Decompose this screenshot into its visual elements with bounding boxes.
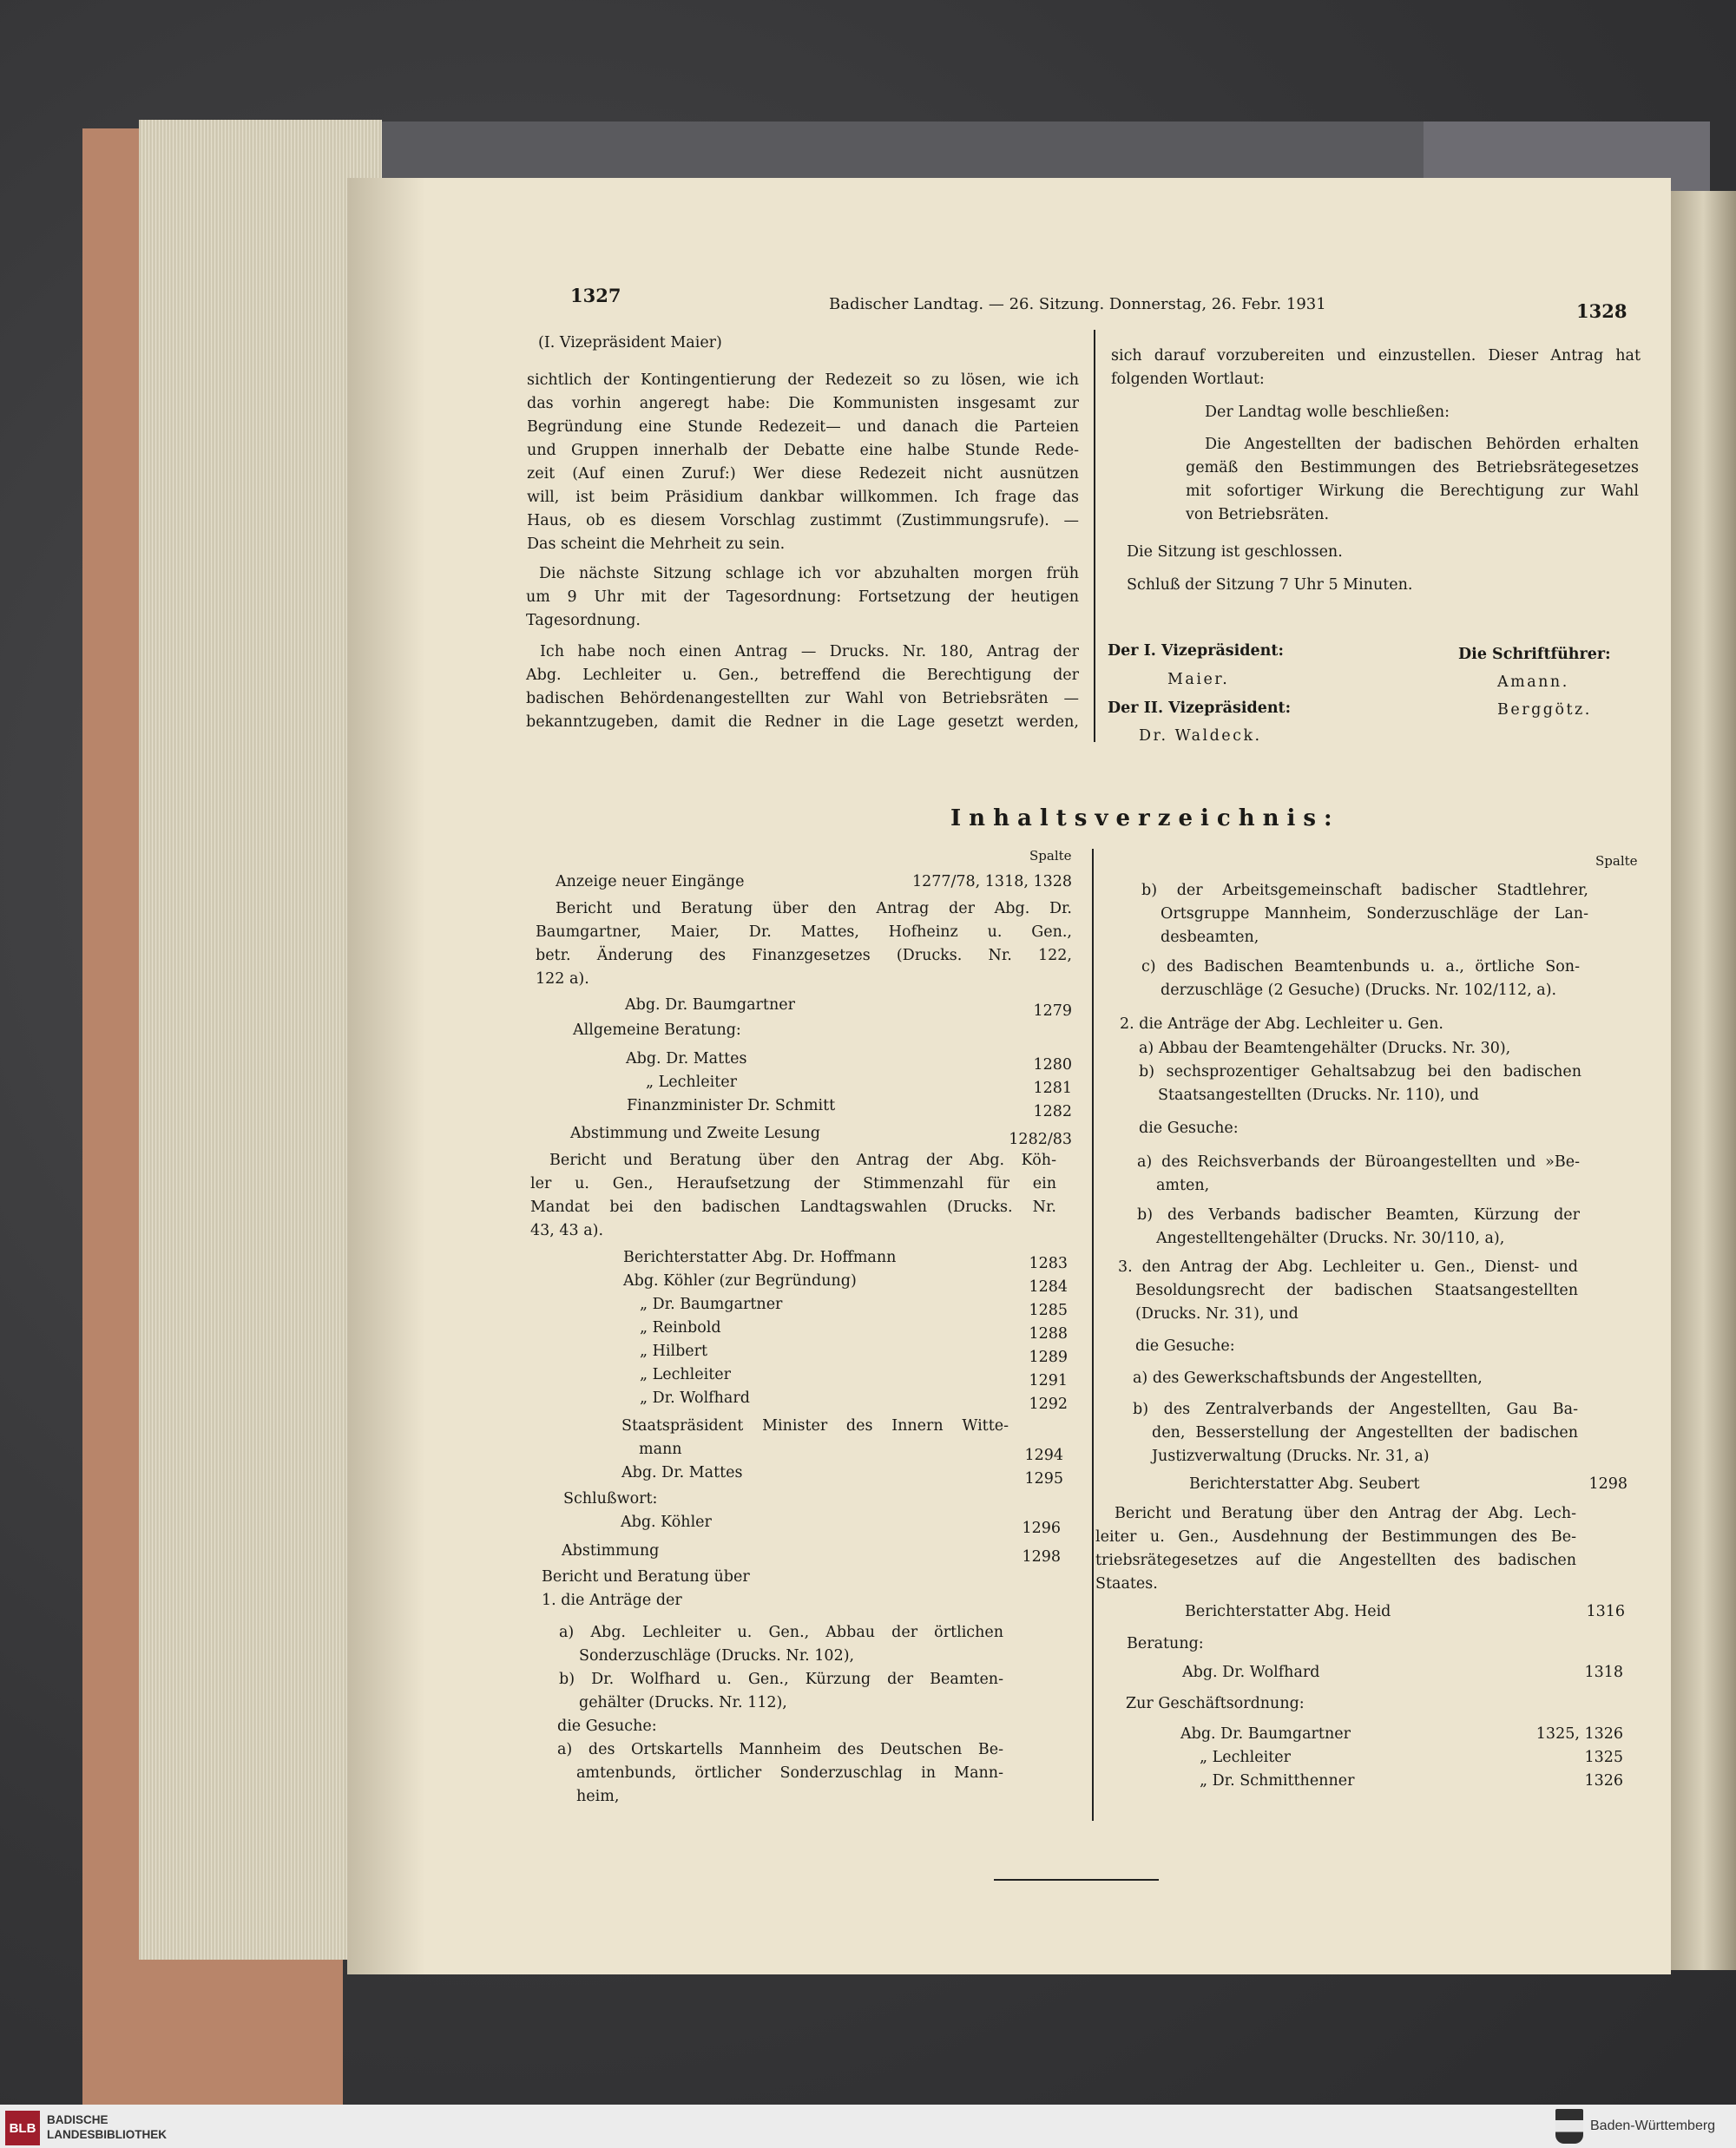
toc-entry: Mandat bei den badischen Landtagswahlen (Drucks. Nr.: [530, 1199, 1056, 1216]
motion-line: gemäß den Bestimmungen des Betriebsrätegesetzes: [1186, 459, 1639, 476]
toc-entry: „ Dr. Schmitthenner: [1200, 1772, 1355, 1790]
end-rule: [994, 1879, 1159, 1881]
toc-page: 1298: [1588, 1475, 1628, 1493]
bw-crest-icon: [1555, 2109, 1583, 2144]
running-header: Badischer Landtag. — 26. Sitzung. Donnerstag, 26. Febr. 1931: [829, 295, 1326, 313]
toc-entry: Sonderzuschläge (Drucks. Nr. 102),: [579, 1647, 855, 1665]
toc-entry: b) sechsprozentiger Gehaltsabzug bei den badischen: [1139, 1063, 1581, 1081]
text-line: um 9 Uhr mit der Tagesordnung: Fortsetzung der heutigen: [526, 588, 1079, 606]
toc-entry: 1. die Anträge der: [542, 1592, 682, 1609]
toc-page: 1294: [1024, 1447, 1063, 1464]
motion-line: mit sofortiger Wirkung die Berechtigung zur Wahl: [1186, 483, 1639, 500]
text-line: Ich habe noch einen Antrag — Drucks. Nr. 180, Antrag der: [540, 643, 1079, 660]
toc-page: 1325: [1584, 1749, 1623, 1766]
page-number-right: 1328: [1576, 300, 1628, 322]
toc-page: 1281: [1033, 1080, 1072, 1097]
text-line: Begründung eine Stunde Redezeit— und danach die Parteien: [527, 418, 1079, 436]
signature-label: Der I. Vizepräsident:: [1108, 642, 1284, 660]
toc-page: 1291: [1029, 1372, 1068, 1389]
toc-entry: leiter u. Gen., Ausdehnung der Bestimmungen des Be-: [1095, 1528, 1576, 1546]
toc-page: 1298: [1022, 1548, 1061, 1566]
toc-entry: b) der Arbeitsgemeinschaft badischer Stadtlehrer,: [1141, 882, 1588, 899]
toc-entry: Staatspräsident Minister des Innern Witte-: [621, 1417, 1009, 1435]
signature-label: Der II. Vizepräsident:: [1108, 700, 1292, 717]
toc-entry: Abg. Dr. Baumgartner: [625, 996, 795, 1014]
toc-page: 1282: [1033, 1103, 1072, 1120]
toc-page: 1285: [1029, 1302, 1068, 1319]
text-line: Die Sitzung ist geschlossen.: [1127, 543, 1343, 561]
toc-page: 1289: [1029, 1349, 1068, 1366]
blb-name-line2: LANDESBIBLIOTHEK: [47, 2128, 167, 2141]
column-rule: [1092, 849, 1094, 1821]
toc-entry: a) des Reichsverbands der Büroangestellten und »Be-: [1137, 1153, 1580, 1171]
toc-entry: „ Hilbert: [640, 1343, 708, 1360]
toc-entry: die Gesuche:: [557, 1718, 657, 1735]
toc-entry: Ortsgruppe Mannheim, Sonderzuschläge der Lan-: [1161, 905, 1588, 923]
text-line: Schluß der Sitzung 7 Uhr 5 Minuten.: [1127, 576, 1413, 594]
blb-logo[interactable]: BLB: [5, 2111, 40, 2145]
toc-entry: „ Lechleiter: [646, 1074, 737, 1091]
toc-entry: b) des Verbands badischer Beamten, Kürzung der: [1137, 1206, 1580, 1224]
toc-page: 1295: [1024, 1470, 1063, 1488]
blb-name[interactable]: [47, 2112, 167, 2142]
toc-entry: Beratung:: [1127, 1635, 1204, 1652]
toc-entry: (Drucks. Nr. 31), und: [1135, 1305, 1299, 1323]
toc-entry: Abg. Köhler (zur Begründung): [623, 1272, 857, 1290]
toc-page: 1292: [1029, 1396, 1068, 1413]
toc-page: 1282/83: [1009, 1131, 1072, 1148]
toc-page: 1325, 1326: [1535, 1725, 1623, 1743]
toc-entry: desbeamten,: [1161, 929, 1259, 946]
toc-entry: b) Dr. Wolfhard u. Gen., Kürzung der Beamten-: [559, 1671, 1003, 1688]
toc-page: 1318: [1584, 1664, 1623, 1681]
text-line: will, ist beim Präsidium dankbar willkommen. Ich frage das: [527, 489, 1079, 506]
toc-entry: triebsrätegesetzes auf die Angestellten des badischen: [1095, 1552, 1576, 1569]
toc-entry: Berichterstatter Abg. Dr. Hoffmann: [623, 1249, 897, 1266]
toc-entry: den, Besserstellung der Angestellten der badischen: [1152, 1424, 1578, 1442]
toc-entry: die Gesuche:: [1135, 1337, 1235, 1355]
bw-logo-text[interactable]: Baden-Württemberg: [1590, 2118, 1716, 2133]
toc-entry: Finanzminister Dr. Schmitt: [627, 1097, 836, 1114]
toc-entry: a) Abg. Lechleiter u. Gen., Abbau der örtlichen: [559, 1624, 1003, 1641]
text-line: Das scheint die Mehrheit zu sein.: [527, 535, 786, 553]
toc-page: 1279: [1033, 1002, 1072, 1020]
text-line: Die nächste Sitzung schlage ich vor abzuhalten morgen früh: [539, 565, 1079, 582]
toc-entry: Bericht und Beratung über den Antrag der Abg. Köh-: [549, 1152, 1056, 1169]
toc-entry: Abg. Dr. Mattes: [621, 1464, 743, 1481]
toc-page: 1284: [1029, 1278, 1068, 1296]
column-rule: [1094, 330, 1095, 742]
column-label: Spalte: [1595, 853, 1638, 869]
gutter-shadow: [347, 178, 425, 1974]
toc-entry: „ Lechleiter: [1200, 1749, 1291, 1766]
toc-entry: Abg. Dr. Wolfhard: [1182, 1664, 1320, 1681]
toc-entry: Abg. Köhler: [621, 1514, 712, 1531]
signature-name: Dr. Waldeck.: [1139, 727, 1262, 745]
toc-title: Inhaltsverzeichnis:: [950, 805, 1340, 831]
text-line: und Gruppen innerhalb der Debatte eine halbe Stunde Rede-: [527, 442, 1079, 459]
toc-entry: 2. die Anträge der Abg. Lechleiter u. Gen.: [1120, 1015, 1443, 1033]
toc-page: 1288: [1029, 1325, 1068, 1343]
toc-entry: derzuschläge (2 Gesuche) (Drucks. Nr. 102/112, a).: [1161, 982, 1557, 999]
toc-entry: „ Reinbold: [640, 1319, 721, 1337]
text-line: Haus, ob es diesem Vorschlag zustimmt (Zustimmungsrufe). —: [527, 512, 1079, 529]
toc-entry: Baumgartner, Maier, Dr. Mattes, Hofheinz u. Gen.,: [536, 923, 1072, 941]
toc-entry: Anzeige neuer Eingänge: [556, 873, 745, 890]
toc-entry: a) Abbau der Beamtengehälter (Drucks. Nr. 30),: [1139, 1040, 1511, 1057]
text-line: zeit (Auf einen Zuruf:) Wer diese Redezeit nicht ausnützen: [527, 465, 1079, 483]
toc-entry: c) des Badischen Beamtenbunds u. a., örtliche Son-: [1141, 958, 1580, 975]
text-line: bekanntzugeben, damit die Redner in die Lage gesetzt werden,: [526, 713, 1079, 731]
toc-entry: Bericht und Beratung über den Antrag der Abg. Lech-: [1115, 1505, 1576, 1522]
toc-entry: „ Dr. Wolfhard: [640, 1389, 750, 1407]
signature-name: Amann.: [1497, 673, 1569, 691]
motion-line: von Betriebsräten.: [1186, 506, 1330, 523]
toc-entry: Bericht und Beratung über: [542, 1568, 750, 1586]
text-line: Tagesordnung.: [526, 612, 641, 629]
toc-entry: gehälter (Drucks. Nr. 112),: [579, 1694, 787, 1711]
toc-entry: 3. den Antrag der Abg. Lechleiter u. Gen., Dienst- und: [1118, 1258, 1578, 1276]
toc-entry: Staatsangestellten (Drucks. Nr. 110), und: [1158, 1087, 1479, 1104]
speaker-attribution: (I. Vizepräsident Maier): [538, 334, 722, 351]
toc-page: 1316: [1586, 1603, 1625, 1620]
toc-entry: Abstimmung und Zweite Lesung: [570, 1125, 820, 1142]
text-line: Abg. Lechleiter u. Gen., betreffend die Berechtigung der: [526, 667, 1079, 684]
toc-entry: ler u. Gen., Heraufsetzung der Stimmenzahl für ein: [530, 1175, 1056, 1192]
toc-entry: amtenbunds, örtlicher Sonderzuschlag in Mann-: [576, 1764, 1003, 1782]
toc-entry: mann: [639, 1441, 682, 1458]
page-block-edges: [139, 120, 382, 1960]
signature-name: Maier.: [1167, 671, 1230, 688]
toc-entry: „ Dr. Baumgartner: [640, 1296, 783, 1313]
viewer-footer-bar: [0, 2105, 1736, 2148]
toc-entry: Berichterstatter Abg. Seubert: [1189, 1475, 1420, 1493]
motion-line: Die Angestellten der badischen Behörden erhalten: [1205, 436, 1639, 453]
toc-entry: 122 a).: [536, 970, 589, 988]
toc-entry: Abg. Dr. Baumgartner: [1180, 1725, 1351, 1743]
toc-page: 1283: [1029, 1255, 1068, 1272]
toc-entry: Justizverwaltung (Drucks. Nr. 31, a): [1152, 1448, 1430, 1465]
toc-entry: a) des Gewerkschaftsbunds der Angestellten,: [1133, 1370, 1483, 1387]
toc-page: 1277/78, 1318, 1328: [911, 873, 1072, 890]
toc-entry: Zur Geschäftsordnung:: [1126, 1695, 1305, 1712]
text-line: sich darauf vorzubereiten und einzustellen. Dieser Antrag hat: [1111, 347, 1641, 365]
text-line: das vorhin angeregt habe: Die Kommunisten insgesamt zur: [527, 395, 1079, 412]
toc-entry: Abstimmung: [562, 1542, 660, 1560]
toc-entry: „ Lechleiter: [640, 1366, 731, 1383]
toc-entry: Staates.: [1095, 1575, 1158, 1593]
toc-entry: Berichterstatter Abg. Heid: [1185, 1603, 1391, 1620]
toc-entry: betr. Änderung des Finanzgesetzes (Drucks. Nr. 122,: [536, 947, 1072, 964]
text-line: Der Landtag wolle beschließen:: [1205, 404, 1450, 421]
toc-entry: b) des Zentralverbands der Angestellten, Gau Ba-: [1133, 1401, 1578, 1418]
toc-entry: a) des Ortskartells Mannheim des Deutschen Be-: [557, 1741, 1003, 1758]
signature-label: Die Schriftführer:: [1458, 646, 1611, 663]
toc-entry: Angestelltengehälter (Drucks. Nr. 30/110, a),: [1156, 1230, 1505, 1247]
text-line: badischen Behördenangestellten zur Wahl von Betriebsräten —: [526, 690, 1079, 707]
toc-page: 1296: [1022, 1520, 1061, 1537]
toc-entry: amten,: [1156, 1177, 1210, 1194]
toc-entry: Allgemeine Beratung:: [573, 1021, 741, 1039]
toc-entry: die Gesuche:: [1139, 1120, 1239, 1137]
page-number-left: 1327: [570, 285, 621, 306]
text-line: folgenden Wortlaut:: [1111, 371, 1265, 388]
toc-entry: Bericht und Beratung über den Antrag der Abg. Dr.: [556, 900, 1072, 917]
toc-entry: 43, 43 a).: [530, 1222, 604, 1239]
signature-name: Berggötz.: [1497, 701, 1592, 719]
toc-page: 1326: [1584, 1772, 1623, 1790]
toc-entry: Schlußwort:: [563, 1490, 658, 1508]
toc-entry: heim,: [576, 1788, 620, 1805]
toc-entry: Abg. Dr. Mattes: [626, 1050, 747, 1067]
toc-entry: Besoldungsrecht der badischen Staatsangestellten: [1135, 1282, 1578, 1299]
facing-page-edge: [1671, 191, 1736, 1970]
column-label: Spalte: [1029, 848, 1072, 864]
toc-page: 1280: [1033, 1056, 1072, 1074]
blb-name-line1: BADISCHE: [47, 2113, 108, 2126]
text-line: sichtlich der Kontingentierung der Redezeit so zu lösen, wie ich: [527, 371, 1079, 389]
